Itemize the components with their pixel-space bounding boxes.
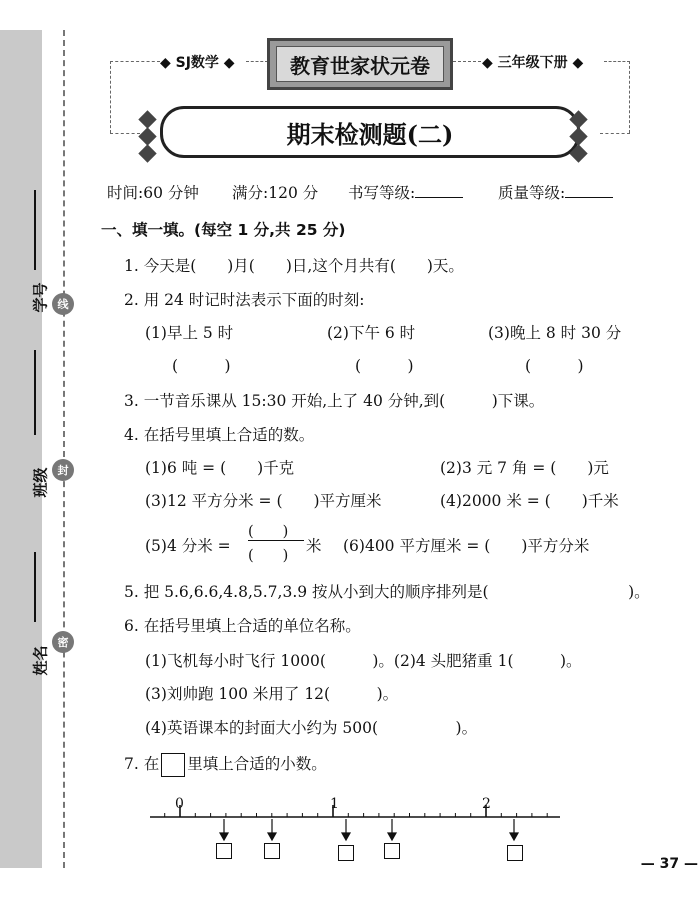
question-7: 7. 在 里填上合适的小数。	[124, 752, 327, 777]
seal-feng: 封	[52, 459, 74, 481]
question-4-item-1: (1)6 吨 = ( )千克	[145, 459, 295, 477]
question-2: 2. 用 24 时记时法表示下面的时刻:	[124, 291, 365, 309]
banji-label: 班级	[31, 467, 50, 498]
fraction-numerator[interactable]: ( )	[248, 524, 289, 540]
numberline-answer-box[interactable]	[507, 845, 523, 861]
question-4-item-5-unit: 米	[306, 537, 322, 555]
header-vdash-left	[110, 61, 111, 133]
grade-tag: ◆ 三年级下册 ◆	[482, 55, 584, 71]
question-2-item-2: (2)下午 6 时	[327, 324, 416, 342]
writing-grade: 书写等级:	[348, 181, 463, 203]
quality-grade-blank[interactable]	[565, 183, 613, 198]
header-dash-left-low	[110, 133, 140, 134]
numberline-answer-box[interactable]	[338, 845, 354, 861]
numberline-label-0: 0	[175, 796, 184, 812]
question-5: 5. 把 5.6,6.6,4.8,5.7,3.9 按从小到大的顺序排列是( )。	[124, 583, 650, 601]
writing-grade-blank[interactable]	[415, 183, 463, 198]
question-4-item-3: (3)12 平方分米 = ( )平方厘米	[145, 492, 382, 510]
header-dash-right	[604, 61, 630, 62]
question-6-item-4: (4)英语课本的封面大小约为 500( )。	[145, 719, 478, 737]
series-banner	[267, 38, 453, 90]
diamond-ornament-left	[138, 113, 158, 164]
cut-line	[63, 30, 65, 868]
question-4-item-6: (6)400 平方厘米 = ( )平方分米	[343, 537, 590, 555]
header-dash-right-low	[600, 133, 630, 134]
question-4-item-4: (4)2000 米 = ( )千米	[440, 492, 619, 510]
header-vdash-right	[629, 61, 630, 133]
numberline-answer-box[interactable]	[384, 843, 400, 859]
xingming-underline	[34, 552, 36, 622]
question-6-items-1-2: (1)飞机每小时飞行 1000( )。(2)4 头肥猪重 1( )。	[145, 652, 582, 670]
xuehao-label: 学号	[31, 282, 50, 313]
diamond-ornament-right	[569, 113, 589, 164]
numberline-arrows	[140, 815, 570, 845]
section-heading: 一、填一填。(每空 1 分,共 25 分)	[101, 221, 346, 239]
question-4-item-2: (2)3 元 7 角 = ( )元	[440, 459, 609, 477]
page-number: — 37 —	[640, 856, 698, 872]
header-dash-mid-right	[453, 61, 481, 62]
numberline-answer-box[interactable]	[264, 843, 280, 859]
subject-tag: ◆ SJ数学 ◆	[160, 55, 235, 71]
question-6: 6. 在括号里填上合适的单位名称。	[124, 617, 361, 635]
question-2-answer-3[interactable]: ( )	[525, 357, 584, 375]
question-2-item-1: (1)早上 5 时	[145, 324, 234, 342]
question-2-answer-2[interactable]: ( )	[355, 357, 414, 375]
question-4: 4. 在括号里填上合适的数。	[124, 426, 315, 444]
fraction-denominator[interactable]: ( )	[248, 548, 289, 564]
seal-mi: 密	[52, 631, 74, 653]
header-dash-left	[110, 61, 160, 62]
question-2-answer-1[interactable]: ( )	[172, 357, 231, 375]
series-title: 教育世家状元卷	[276, 46, 444, 82]
seal-xian: 线	[52, 293, 74, 315]
answer-box-icon	[161, 753, 185, 777]
time-info: 时间:60 分钟	[107, 184, 199, 202]
numberline-answer-box[interactable]	[216, 843, 232, 859]
question-1: 1. 今天是( )月( )日,这个月共有( )天。	[124, 257, 464, 275]
fraction-bar	[248, 540, 304, 541]
header-dash-mid-left	[246, 61, 268, 62]
xingming-label: 姓名	[31, 645, 50, 676]
binding-margin	[0, 30, 42, 868]
question-4-item-5: (5)4 分米 =	[145, 537, 231, 555]
score-info: 满分:120 分	[232, 184, 319, 202]
question-3: 3. 一节音乐课从 15:30 开始,上了 40 分钟,到( )下课。	[124, 392, 545, 410]
numberline-label-2: 2	[482, 796, 491, 812]
numberline-label-1: 1	[330, 796, 339, 812]
question-2-item-3: (3)晚上 8 时 30 分	[488, 324, 622, 342]
exam-title: 期末检测题(二)	[160, 106, 580, 158]
quality-grade: 质量等级:	[498, 181, 613, 203]
xuehao-underline	[34, 190, 36, 270]
banji-underline	[34, 350, 36, 435]
question-6-item-3: (3)刘帅跑 100 米用了 12( )。	[145, 685, 399, 703]
